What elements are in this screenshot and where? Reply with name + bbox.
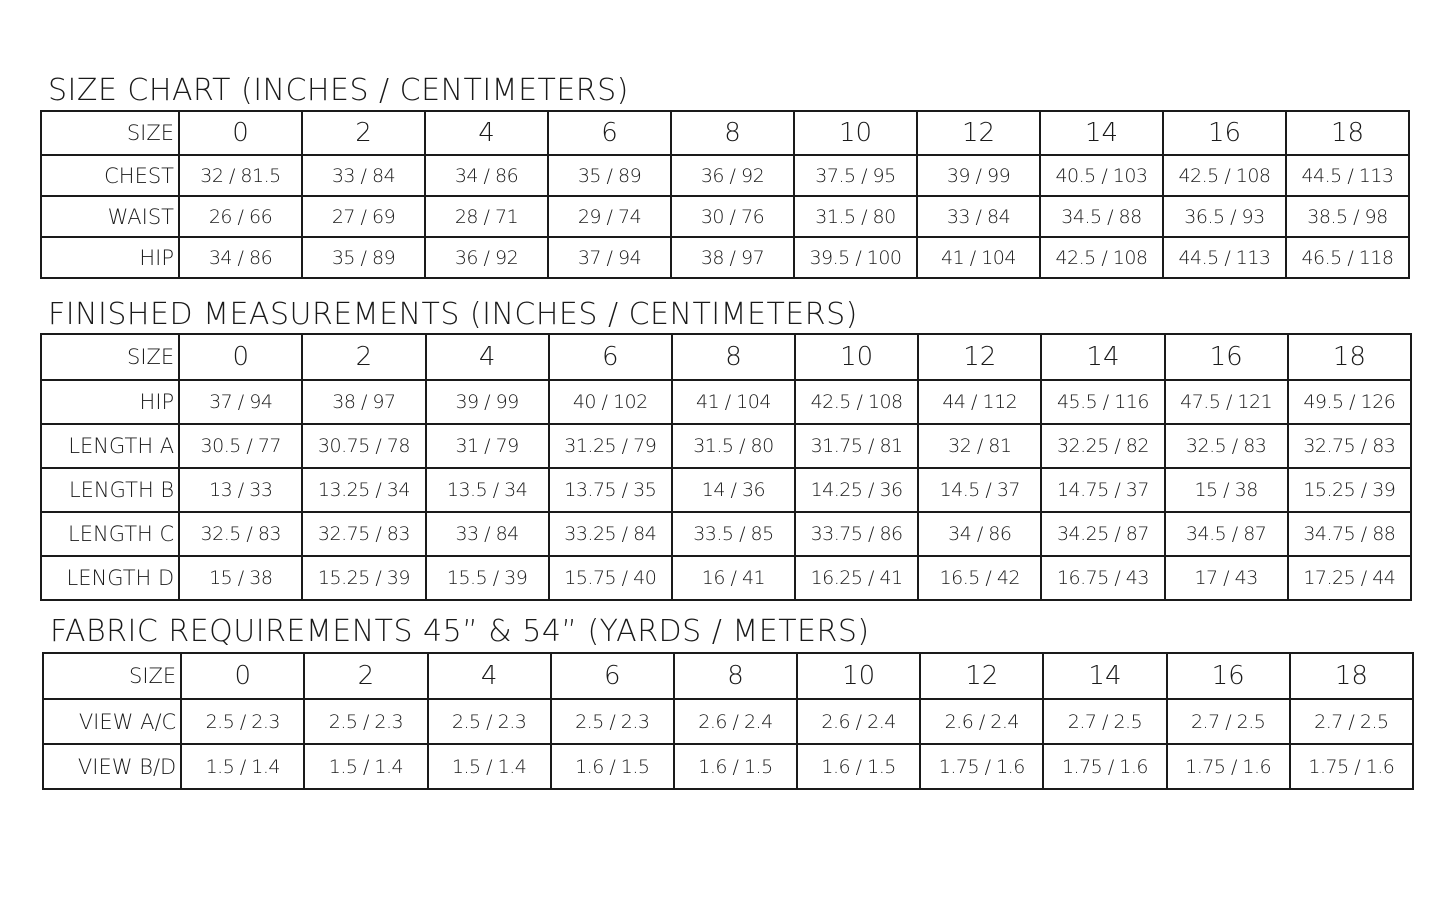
table-cell: 14.5 / 37: [918, 468, 1041, 512]
table-cell: 37 / 94: [548, 237, 671, 278]
table-cell: 44.5 / 113: [1286, 155, 1409, 196]
table-row: [41, 380, 1411, 424]
table-cell: 14 / 36: [672, 468, 795, 512]
row-label: LENGTH B: [41, 468, 179, 512]
fabric-requirements-title: FABRIC REQUIREMENTS 45” & 54” (YARDS / METERS): [50, 614, 870, 649]
table-cell: 2.6 / 2.4: [920, 699, 1043, 744]
table-cell: 36.5 / 93: [1163, 196, 1286, 237]
table-cell: 16 / 41: [672, 556, 795, 600]
table-cell: 15 / 38: [1165, 468, 1288, 512]
size-header-cell: 0: [181, 653, 304, 699]
size-header-cell: 18: [1288, 334, 1411, 380]
table-cell: 38 / 97: [302, 380, 425, 424]
table-row: [41, 196, 1409, 237]
size-header-cell: 16: [1167, 653, 1290, 699]
size-header-cell: 18: [1290, 653, 1413, 699]
table-cell: 31.5 / 80: [794, 196, 917, 237]
finished-measurements-table: [40, 333, 1412, 601]
table-cell: 15.25 / 39: [1288, 468, 1411, 512]
row-label: CHEST: [41, 155, 179, 196]
size-chart-title: SIZE CHART (INCHES / CENTIMETERS): [48, 73, 629, 108]
size-header-cell: 4: [426, 334, 549, 380]
size-header-cell: 0: [179, 334, 302, 380]
row-label: LENGTH C: [41, 512, 179, 556]
table-cell: 16.75 / 43: [1041, 556, 1164, 600]
table-cell: 47.5 / 121: [1165, 380, 1288, 424]
row-label: HIP: [41, 237, 179, 278]
table-cell: 44 / 112: [918, 380, 1041, 424]
table-cell: 39.5 / 100: [794, 237, 917, 278]
size-header-cell: 12: [918, 334, 1041, 380]
size-header-row: [41, 111, 1409, 155]
size-header-cell: 2: [304, 653, 427, 699]
table-cell: 36 / 92: [671, 155, 794, 196]
table-cell: 37.5 / 95: [794, 155, 917, 196]
size-header-cell: 8: [674, 653, 797, 699]
size-header-cell: 6: [551, 653, 674, 699]
table-cell: 30.75 / 78: [302, 424, 425, 468]
size-header-cell: 8: [671, 111, 794, 155]
table-cell: 2.5 / 2.3: [551, 699, 674, 744]
table-row: [41, 512, 1411, 556]
table-cell: 13 / 33: [179, 468, 302, 512]
table-cell: 15 / 38: [179, 556, 302, 600]
table-cell: 2.5 / 2.3: [428, 699, 551, 744]
table-cell: 32.75 / 83: [302, 512, 425, 556]
table-cell: 1.6 / 1.5: [551, 744, 674, 789]
table-cell: 34 / 86: [425, 155, 548, 196]
table-cell: 37 / 94: [179, 380, 302, 424]
size-header-cell: 12: [917, 111, 1040, 155]
row-label: LENGTH A: [41, 424, 179, 468]
size-header-row: [41, 334, 1411, 380]
table-cell: 38.5 / 98: [1286, 196, 1409, 237]
size-header-cell: 4: [425, 111, 548, 155]
table-cell: 15.5 / 39: [426, 556, 549, 600]
table-cell: 13.25 / 34: [302, 468, 425, 512]
table-cell: 39 / 99: [917, 155, 1040, 196]
table-cell: 41 / 104: [672, 380, 795, 424]
table-cell: 46.5 / 118: [1286, 237, 1409, 278]
table-cell: 15.25 / 39: [302, 556, 425, 600]
table-cell: 1.5 / 1.4: [304, 744, 427, 789]
table-cell: 32.25 / 82: [1041, 424, 1164, 468]
fabric-requirements-table: [42, 652, 1414, 790]
table-cell: 44.5 / 113: [1163, 237, 1286, 278]
table-cell: 32 / 81.5: [179, 155, 302, 196]
table-cell: 14.25 / 36: [795, 468, 918, 512]
table-cell: 38 / 97: [671, 237, 794, 278]
size-header-cell: 18: [1286, 111, 1409, 155]
table-cell: 27 / 69: [302, 196, 425, 237]
table-cell: 36 / 92: [425, 237, 548, 278]
size-header-row: [43, 653, 1413, 699]
size-header-cell: 10: [794, 111, 917, 155]
table-cell: 2.5 / 2.3: [181, 699, 304, 744]
size-header-cell: 16: [1165, 334, 1288, 380]
table-cell: 2.7 / 2.5: [1043, 699, 1166, 744]
table-cell: 1.75 / 1.6: [920, 744, 1043, 789]
table-cell: 1.75 / 1.6: [1290, 744, 1413, 789]
table-cell: 14.75 / 37: [1041, 468, 1164, 512]
table-cell: 34 / 86: [918, 512, 1041, 556]
table-cell: 34 / 86: [179, 237, 302, 278]
table-cell: 30.5 / 77: [179, 424, 302, 468]
table-cell: 32.5 / 83: [1165, 424, 1288, 468]
table-cell: 2.5 / 2.3: [304, 699, 427, 744]
table-cell: 33 / 84: [426, 512, 549, 556]
table-cell: 34.75 / 88: [1288, 512, 1411, 556]
size-header-cell: 16: [1163, 111, 1286, 155]
size-header-label: SIZE: [41, 334, 179, 380]
table-cell: 1.6 / 1.5: [797, 744, 920, 789]
table-cell: 31 / 79: [426, 424, 549, 468]
table-cell: 42.5 / 108: [795, 380, 918, 424]
size-header-cell: 4: [428, 653, 551, 699]
table-cell: 28 / 71: [425, 196, 548, 237]
table-cell: 2.6 / 2.4: [674, 699, 797, 744]
table-cell: 32.5 / 83: [179, 512, 302, 556]
size-header-cell: 0: [179, 111, 302, 155]
table-cell: 45.5 / 116: [1041, 380, 1164, 424]
size-header-cell: 2: [302, 111, 425, 155]
table-cell: 40 / 102: [549, 380, 672, 424]
table-row: [41, 155, 1409, 196]
table-cell: 41 / 104: [917, 237, 1040, 278]
size-header-cell: 10: [797, 653, 920, 699]
table-cell: 16.5 / 42: [918, 556, 1041, 600]
table-cell: 17 / 43: [1165, 556, 1288, 600]
table-cell: 33.75 / 86: [795, 512, 918, 556]
row-label: VIEW A/C: [43, 699, 181, 744]
table-cell: 30 / 76: [671, 196, 794, 237]
table-cell: 42.5 / 108: [1040, 237, 1163, 278]
table-cell: 15.75 / 40: [549, 556, 672, 600]
table-cell: 13.5 / 34: [426, 468, 549, 512]
size-header-cell: 6: [548, 111, 671, 155]
table-cell: 33 / 84: [302, 155, 425, 196]
size-header-label: SIZE: [41, 111, 179, 155]
table-cell: 31.25 / 79: [549, 424, 672, 468]
table-row: [41, 424, 1411, 468]
table-cell: 32.75 / 83: [1288, 424, 1411, 468]
size-header-cell: 8: [672, 334, 795, 380]
table-cell: 42.5 / 108: [1163, 155, 1286, 196]
table-cell: 31.5 / 80: [672, 424, 795, 468]
table-row: [41, 468, 1411, 512]
table-cell: 1.6 / 1.5: [674, 744, 797, 789]
row-label: VIEW B/D: [43, 744, 181, 789]
table-row: [43, 744, 1413, 789]
table-cell: 35 / 89: [548, 155, 671, 196]
table-cell: 29 / 74: [548, 196, 671, 237]
table-cell: 32 / 81: [918, 424, 1041, 468]
size-header-cell: 14: [1040, 111, 1163, 155]
table-cell: 1.5 / 1.4: [428, 744, 551, 789]
table-cell: 33.25 / 84: [549, 512, 672, 556]
size-header-cell: 14: [1043, 653, 1166, 699]
table-cell: 1.5 / 1.4: [181, 744, 304, 789]
table-cell: 17.25 / 44: [1288, 556, 1411, 600]
size-header-cell: 10: [795, 334, 918, 380]
table-cell: 34.5 / 88: [1040, 196, 1163, 237]
table-cell: 39 / 99: [426, 380, 549, 424]
size-header-cell: 12: [920, 653, 1043, 699]
table-cell: 1.75 / 1.6: [1043, 744, 1166, 789]
table-cell: 2.7 / 2.5: [1167, 699, 1290, 744]
table-cell: 2.6 / 2.4: [797, 699, 920, 744]
table-cell: 34.5 / 87: [1165, 512, 1288, 556]
finished-measurements-title: FINISHED MEASUREMENTS (INCHES / CENTIMETERS): [48, 297, 858, 332]
table-cell: 49.5 / 126: [1288, 380, 1411, 424]
size-chart-table: [40, 110, 1410, 279]
table-row: [41, 237, 1409, 278]
table-row: [41, 556, 1411, 600]
table-cell: 33.5 / 85: [672, 512, 795, 556]
size-header-cell: 14: [1041, 334, 1164, 380]
table-cell: 16.25 / 41: [795, 556, 918, 600]
table-cell: 1.75 / 1.6: [1167, 744, 1290, 789]
table-cell: 35 / 89: [302, 237, 425, 278]
table-row: [43, 699, 1413, 744]
table-cell: 40.5 / 103: [1040, 155, 1163, 196]
table-cell: 34.25 / 87: [1041, 512, 1164, 556]
table-cell: 33 / 84: [917, 196, 1040, 237]
table-cell: 13.75 / 35: [549, 468, 672, 512]
size-header-cell: 2: [302, 334, 425, 380]
row-label: HIP: [41, 380, 179, 424]
table-cell: 26 / 66: [179, 196, 302, 237]
table-cell: 2.7 / 2.5: [1290, 699, 1413, 744]
row-label: LENGTH D: [41, 556, 179, 600]
table-cell: 31.75 / 81: [795, 424, 918, 468]
size-header-cell: 6: [549, 334, 672, 380]
size-header-label: SIZE: [43, 653, 181, 699]
row-label: WAIST: [41, 196, 179, 237]
